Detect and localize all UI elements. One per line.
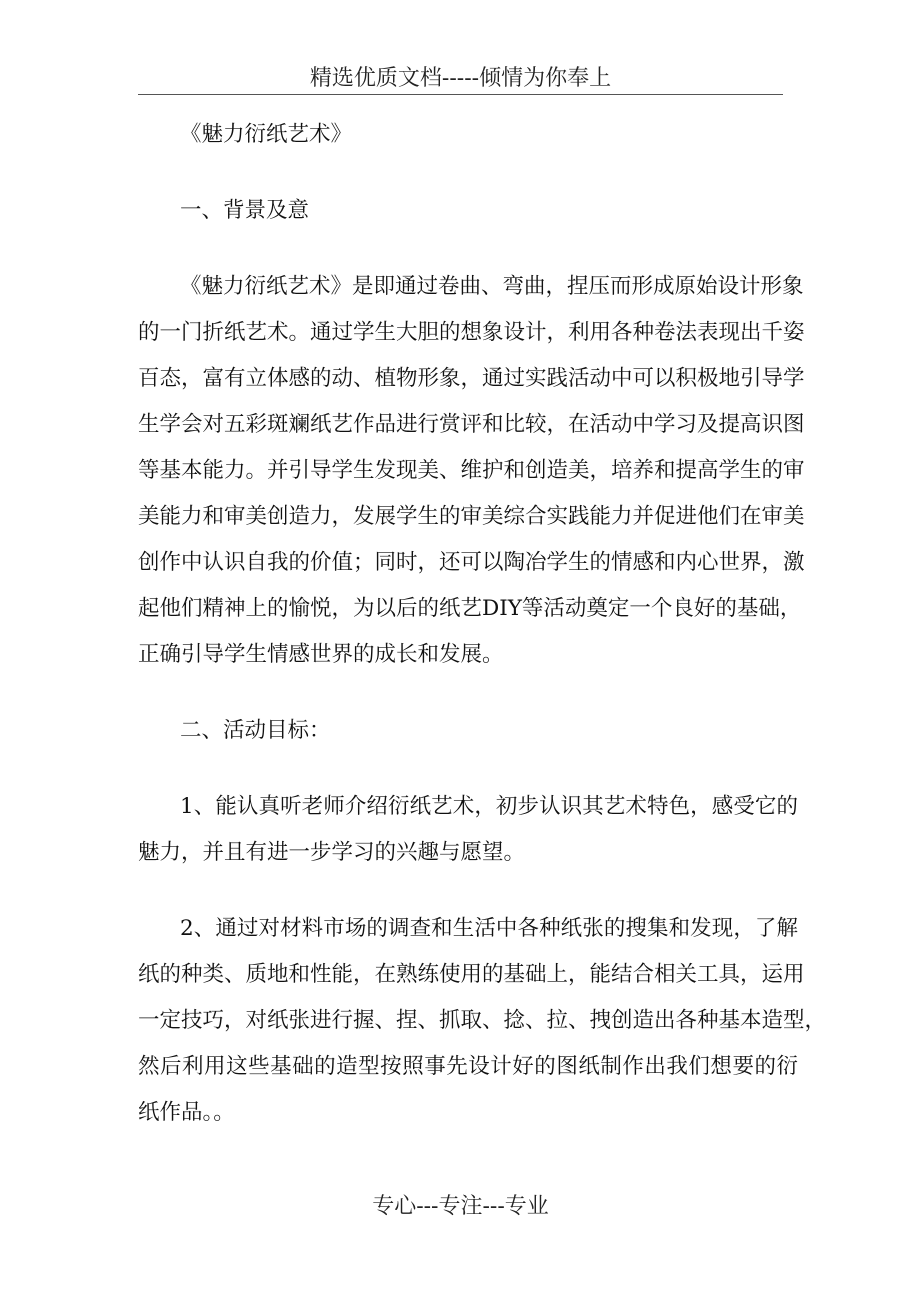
paragraph-line: 魅力，并且有进一步学习的兴趣与愿望。 xyxy=(138,840,526,865)
goal-item-2 xyxy=(138,906,827,1136)
section-heading-background: 一、背景及意 xyxy=(180,198,310,223)
paragraph-line: 美能力和审美创造力，发展学生的审美综合实践能力并促进他们在审美 xyxy=(138,504,805,529)
page-header: 精选优质文档-----倾情为你奉上 xyxy=(309,66,612,91)
document-body xyxy=(138,112,827,1136)
paragraph-line: 纸作品。。 xyxy=(138,1100,235,1125)
paragraph-line: 起他们精神上的愉悦，为以后的纸艺DIY等活动奠定一个良好的基础， xyxy=(138,596,802,621)
paragraph-line: 生学会对五彩斑斓纸艺作品进行赏评和比较，在活动中学习及提高识图 xyxy=(138,412,805,437)
page-footer: 专心---专注---专业 xyxy=(372,1194,549,1219)
header-divider xyxy=(138,94,783,95)
section-heading-goals: 二、活动目标： xyxy=(180,718,331,743)
paragraph-line: 然后利用这些基础的造型按照事先设计好的图纸制作出我们想要的衍 xyxy=(138,1054,798,1079)
paragraph-line: 等基本能力。并引导学生发现美、维护和创造美，培养和提高学生的审 xyxy=(138,458,805,483)
goal-item-1 xyxy=(138,784,798,876)
background-paragraph xyxy=(138,264,805,678)
paragraph-line: 的一门折纸艺术。通过学生大胆的想象设计，利用各种卷法表现出千姿 xyxy=(138,320,805,345)
paragraph-line: 一定技巧，对纸张进行握、捏、抓取、捻、拉、拽创造出各种基本造型， xyxy=(138,1008,827,1033)
paragraph-line: 正确引导学生情感世界的成长和发展。 xyxy=(138,642,504,667)
paragraph-line: 《魅力衍纸艺术》是即通过卷曲、弯曲，捏压而形成原始设计形象 xyxy=(180,274,804,299)
paragraph-line: 百态，富有立体感的动、植物形象，通过实践活动中可以积极地引导学 xyxy=(138,366,805,391)
document-title: 《魅力衍纸艺术》 xyxy=(180,122,353,147)
paragraph-line: 创作中认识自我的价值；同时，还可以陶冶学生的情感和内心世界，激 xyxy=(138,550,805,575)
paragraph-line: 2、通过对材料市场的调查和生活中各种纸张的搜集和发现，了解 xyxy=(180,916,798,941)
paragraph-line: 1、能认真听老师介绍衍纸艺术，初步认识其艺术特色，感受它的 xyxy=(180,794,798,819)
paragraph-line: 纸的种类、质地和性能，在熟练使用的基础上，能结合相关工具，运用 xyxy=(138,962,805,987)
